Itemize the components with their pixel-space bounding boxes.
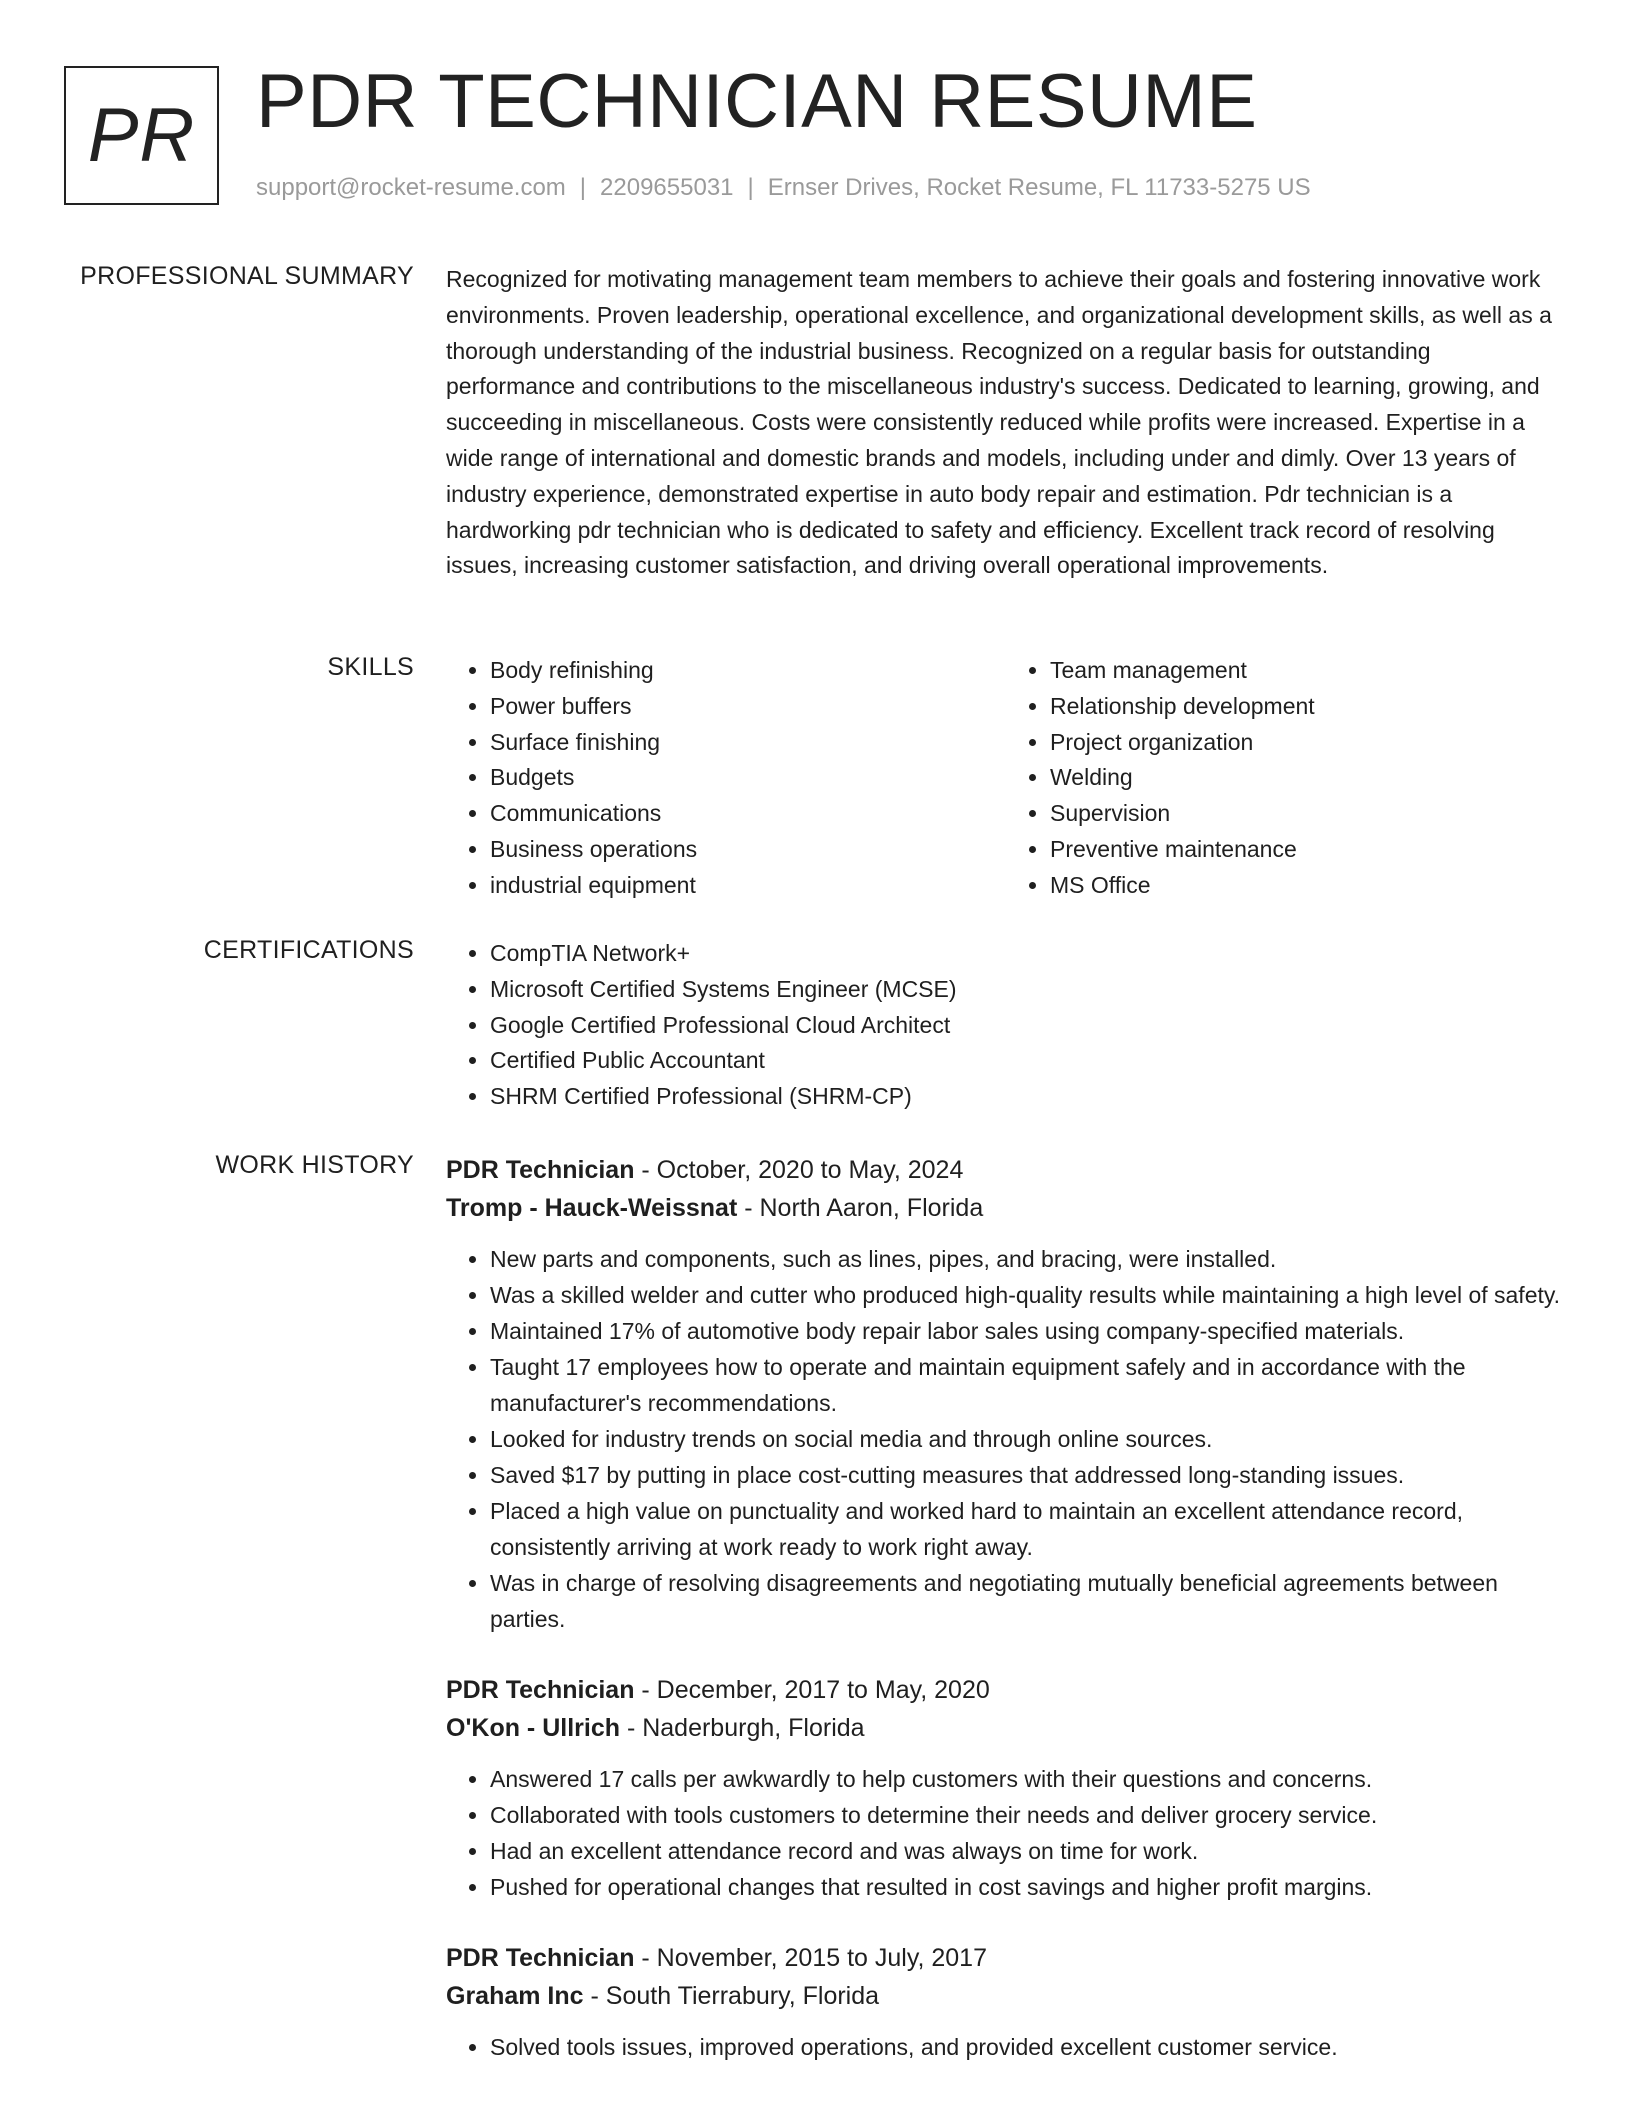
summary-text: Recognized for motivating management team members to achieve their goals and fostering innovative work environments. Proven leadership, operational excellence, and organizational development skills, as well as a thorough understanding of the industrial business. Recognized on a regular basis for outstanding performance and contributions to the miscellaneous industry's success. Dedicated to learning, growing, and succeeding in miscellaneous. Costs were consistently reduced while profits were increased. Expertise in a wide range of international and domestic brands and models, including under and dimly. Over 13 years of industry experience, demonstrated expertise in auto body repair and estimation. Pdr technician is a hardworking pdr technician who is dedicated to safety and efficiency. Excellent track record of resolving issues, increasing customer satisfaction, and driving overall operational improvements. xyxy=(446,266,1552,579)
job-company-line xyxy=(446,1189,1566,1227)
job-bullet: • Was in charge of resolving disagreements and negotiating mutually beneficial agreements between parties. xyxy=(490,1565,1566,1637)
certifications-list xyxy=(446,936,1566,1115)
job-location: - North Aaron, Florida xyxy=(737,1194,984,1222)
contact-line xyxy=(256,174,1311,202)
skill-item: • MS Office xyxy=(1050,868,1566,904)
monogram-logo: PR xyxy=(64,66,219,205)
skill-item: • Team management xyxy=(1050,653,1566,689)
job-bullet: • Maintained 17% of automotive body repair labor sales using company-specified materials. xyxy=(490,1313,1566,1349)
certification-item: • SHRM Certified Professional (SHRM-CP) xyxy=(490,1079,1566,1115)
skill-item: • Business operations xyxy=(490,832,1006,868)
job-company: O'Kon - Ullrich xyxy=(446,1714,620,1742)
job-entry xyxy=(446,1671,1566,1905)
skill-item: • Welding xyxy=(1050,760,1566,796)
skill-item: • Preventive maintenance xyxy=(1050,832,1566,868)
job-entry xyxy=(446,1939,1566,2065)
job-bullet: • Had an excellent attendance record and was always on time for work. xyxy=(490,1833,1566,1869)
contact-phone: 2209655031 xyxy=(600,174,734,201)
skill-item: • Communications xyxy=(490,796,1006,832)
job-bullet: • Placed a high value on punctuality and worked hard to maintain an excellent attendance record, consistently arriving at work ready to work right away. xyxy=(490,1493,1566,1565)
job-bullet: • Looked for industry trends on social media and through online sources. xyxy=(490,1421,1566,1457)
resume-title: PDR TECHNICIAN RESUME xyxy=(256,59,1258,144)
job-company: Graham Inc xyxy=(446,1982,584,2010)
certification-item: • Microsoft Certified Systems Engineer (MCSE) xyxy=(490,972,1566,1008)
job-location: - South Tierrabury, Florida xyxy=(583,1982,880,2010)
job-entry xyxy=(446,1151,1566,1637)
certification-item: • Certified Public Accountant xyxy=(490,1043,1566,1079)
job-dates: - October, 2020 to May, 2024 xyxy=(634,1156,964,1184)
job-location: - Naderburgh, Florida xyxy=(620,1714,865,1742)
job-bullets xyxy=(446,1761,1566,1905)
job-bullets xyxy=(446,1241,1566,1637)
job-title: PDR Technician xyxy=(446,1156,635,1184)
skill-item: • Surface finishing xyxy=(490,725,1006,761)
job-bullet: • New parts and components, such as lines, pipes, and bracing, were installed. xyxy=(490,1241,1566,1277)
job-title-line xyxy=(446,1939,1566,1977)
skill-item: • Budgets xyxy=(490,760,1006,796)
contact-separator: | xyxy=(747,174,754,201)
job-title-line xyxy=(446,1151,1566,1189)
certification-item: • Google Certified Professional Cloud Architect xyxy=(490,1008,1566,1044)
skills-list-left xyxy=(446,653,1006,904)
job-title-line xyxy=(446,1671,1566,1709)
contact-email: support@rocket-resume.com xyxy=(256,174,566,201)
skill-item: • industrial equipment xyxy=(490,868,1006,904)
contact-address: Ernser Drives, Rocket Resume, FL 11733-5275 US xyxy=(767,174,1311,201)
section-label-skills: SKILLS xyxy=(327,653,414,681)
job-bullet: • Was a skilled welder and cutter who produced high-quality results while maintaining a high level of safety. xyxy=(490,1277,1566,1313)
job-company-line xyxy=(446,1709,1566,1747)
skill-item: • Power buffers xyxy=(490,689,1006,725)
section-label-work-history: WORK HISTORY xyxy=(215,1151,414,1179)
skill-item: • Supervision xyxy=(1050,796,1566,832)
section-label-certifications: CERTIFICATIONS xyxy=(203,936,414,964)
skill-item: • Body refinishing xyxy=(490,653,1006,689)
job-dates: - December, 2017 to May, 2020 xyxy=(634,1676,990,1704)
job-bullet: • Collaborated with tools customers to determine their needs and deliver grocery service. xyxy=(490,1797,1566,1833)
skill-item: • Project organization xyxy=(1050,725,1566,761)
job-title: PDR Technician xyxy=(446,1676,635,1704)
job-bullet: • Solved tools issues, improved operations, and provided excellent customer service. xyxy=(490,2029,1566,2065)
job-bullet: • Pushed for operational changes that resulted in cost savings and higher profit margins. xyxy=(490,1869,1566,1905)
jobs-list xyxy=(446,1151,1566,2099)
skill-item: • Relationship development xyxy=(1050,689,1566,725)
certification-item: • CompTIA Network+ xyxy=(490,936,1566,972)
section-label-summary: PROFESSIONAL SUMMARY xyxy=(80,262,414,290)
job-bullets xyxy=(446,2029,1566,2065)
job-bullet: • Saved $17 by putting in place cost-cutting measures that addressed long-standing issues. xyxy=(490,1457,1566,1493)
job-bullet: • Answered 17 calls per awkwardly to help customers with their questions and concerns. xyxy=(490,1761,1566,1797)
job-company-line xyxy=(446,1977,1566,2015)
job-dates: - November, 2015 to July, 2017 xyxy=(634,1944,987,1972)
contact-separator: | xyxy=(579,174,587,201)
job-bullet: • Taught 17 employees how to operate and maintain equipment safely and in accordance with the manufacturer's recommendations. xyxy=(490,1349,1566,1421)
skills-list-right xyxy=(1006,653,1566,904)
job-title: PDR Technician xyxy=(446,1944,635,1972)
job-company: Tromp - Hauck-Weissnat xyxy=(446,1194,738,1222)
